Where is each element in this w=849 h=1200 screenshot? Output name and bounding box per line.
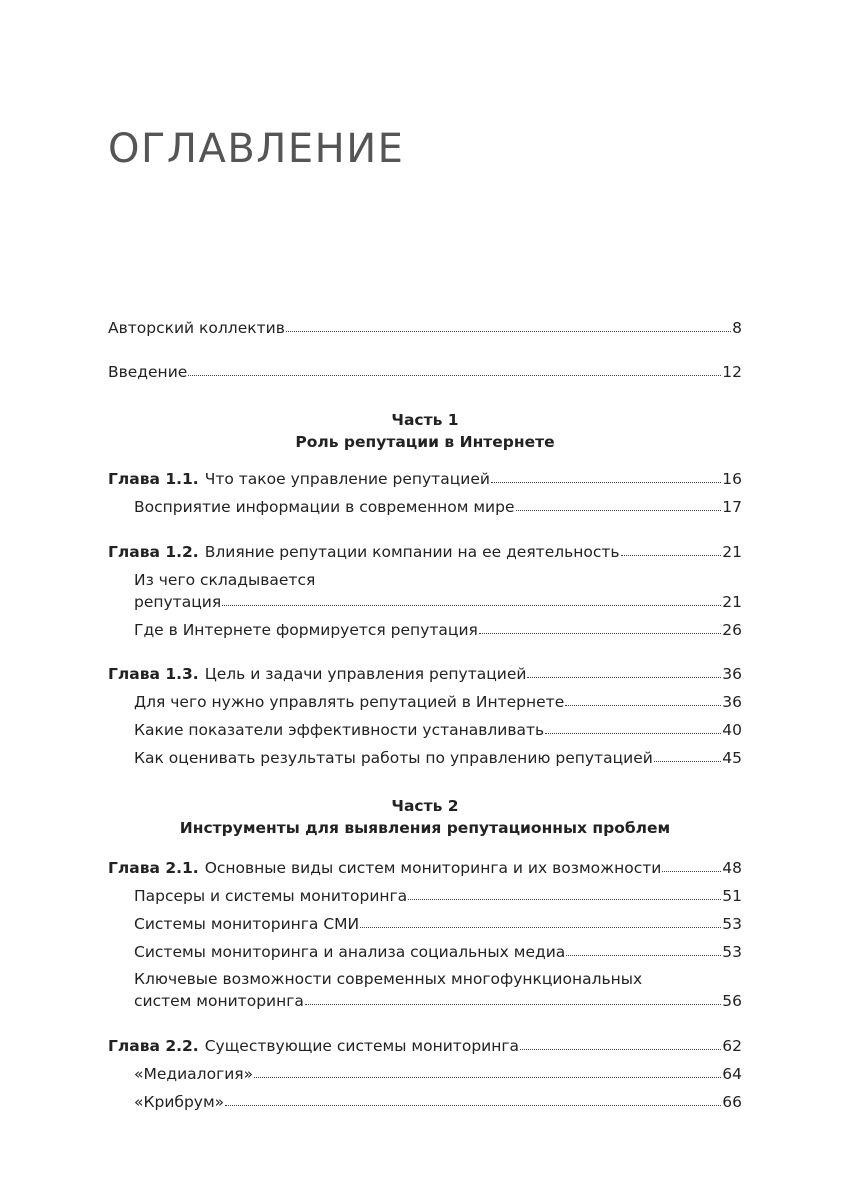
entry-page: 36 xyxy=(722,665,742,683)
entry-title: «Крибрум» xyxy=(134,1093,225,1111)
entry-page: 56 xyxy=(722,992,742,1010)
dot-leader xyxy=(566,943,721,957)
entry-page: 64 xyxy=(722,1065,742,1083)
toc-section[interactable] xyxy=(134,942,742,962)
toc-section[interactable] xyxy=(134,720,742,740)
entry-title: систем мониторинга xyxy=(134,992,304,1010)
entry-page: 17 xyxy=(722,498,742,516)
entry-title: «Медиалогия» xyxy=(134,1065,254,1083)
toc-section[interactable] xyxy=(134,497,742,517)
dot-leader xyxy=(527,665,721,679)
toc-section[interactable] xyxy=(134,748,742,768)
entry-page: 45 xyxy=(722,749,742,767)
entry-page: 53 xyxy=(722,915,742,933)
entry-title: Цель и задачи управления репутацией xyxy=(204,665,527,683)
part-1-title: Роль репутации в Интернете xyxy=(295,433,555,451)
toc-chapter-1-2[interactable] xyxy=(108,542,742,562)
entry-title: Где в Интернете формируется репутация xyxy=(134,621,478,639)
dot-leader xyxy=(545,721,721,735)
entry-page: 53 xyxy=(722,943,742,961)
entry-page: 40 xyxy=(722,721,742,739)
toc-section[interactable] xyxy=(134,620,742,640)
toc-chapter-2-2[interactable] xyxy=(108,1036,742,1056)
entry-title: Как оценивать результаты работы по управлению репутацией xyxy=(134,749,653,767)
entry-title: Восприятие информации в современном мире xyxy=(134,498,515,516)
toc-section[interactable] xyxy=(134,592,742,612)
entry-title: Введение xyxy=(108,363,188,381)
dot-leader xyxy=(565,693,721,707)
dot-leader xyxy=(479,621,721,635)
section-title-line-1: Из чего складывается xyxy=(134,571,316,589)
section-title-line-1: Ключевые возможности современных многофункциональных xyxy=(134,970,643,988)
toc-section[interactable] xyxy=(134,1064,742,1084)
entry-page: 8 xyxy=(732,319,742,337)
chapter-number: Глава 2.2. xyxy=(108,1037,199,1055)
dot-leader xyxy=(662,859,721,873)
toc-section[interactable] xyxy=(134,1092,742,1112)
entry-title: репутация xyxy=(134,593,222,611)
entry-page: 26 xyxy=(722,621,742,639)
dot-leader xyxy=(408,887,721,901)
entry-page: 16 xyxy=(722,470,742,488)
entry-page: 48 xyxy=(722,859,742,877)
dot-leader xyxy=(286,319,731,333)
entry-title: Для чего нужно управлять репутацией в Интернете xyxy=(134,693,565,711)
entry-page: 21 xyxy=(722,593,742,611)
entry-page: 36 xyxy=(722,693,742,711)
page-title: ОГЛАВЛЕНИЕ xyxy=(108,126,405,172)
dot-leader xyxy=(188,363,721,377)
entry-page: 66 xyxy=(722,1093,742,1111)
toc-chapter-1-3[interactable] xyxy=(108,664,742,684)
dot-leader xyxy=(305,992,721,1006)
part-2-label: Часть 2 xyxy=(391,797,459,815)
dot-leader xyxy=(516,498,722,512)
dot-leader xyxy=(222,593,721,607)
entry-title: Авторский коллектив xyxy=(108,319,285,337)
dot-leader xyxy=(654,749,721,763)
toc-section[interactable] xyxy=(134,886,742,906)
dot-leader xyxy=(360,915,721,929)
dot-leader xyxy=(491,470,721,484)
entry-title: Системы мониторинга и анализа социальных медиа xyxy=(134,943,566,961)
entry-page: 12 xyxy=(722,363,742,381)
entry-page: 62 xyxy=(722,1037,742,1055)
dot-leader xyxy=(254,1065,721,1079)
chapter-number: Глава 2.1. xyxy=(108,859,199,877)
entry-title: Парсеры и системы мониторинга xyxy=(134,887,408,905)
toc-section[interactable] xyxy=(134,914,742,934)
toc-chapter-2-1[interactable] xyxy=(108,858,742,878)
toc-chapter-1-1[interactable] xyxy=(108,469,742,489)
entry-title: Влияние репутации компании на ее деятельность xyxy=(204,543,620,561)
part-2-title: Инструменты для выявления репутационных проблем xyxy=(179,819,671,837)
toc-entry-authors[interactable] xyxy=(108,318,742,338)
part-1-label: Часть 1 xyxy=(391,411,459,429)
toc-section[interactable] xyxy=(134,991,742,1011)
entry-title: Системы мониторинга СМИ xyxy=(134,915,360,933)
dot-leader xyxy=(621,543,722,557)
entry-title: Существующие системы мониторинга xyxy=(204,1037,520,1055)
chapter-number: Глава 1.1. xyxy=(108,470,199,488)
chapter-number: Глава 1.2. xyxy=(108,543,199,561)
toc-section[interactable] xyxy=(134,692,742,712)
chapter-number: Глава 1.3. xyxy=(108,665,199,683)
entry-title: Какие показатели эффективности устанавливать xyxy=(134,721,545,739)
dot-leader xyxy=(520,1037,721,1051)
entry-page: 21 xyxy=(722,543,742,561)
toc-entry-introduction[interactable] xyxy=(108,362,742,382)
entry-page: 51 xyxy=(722,887,742,905)
dot-leader xyxy=(225,1093,721,1107)
entry-title: Что такое управление репутацией xyxy=(204,470,490,488)
entry-title: Основные виды систем мониторинга и их возможности xyxy=(204,859,662,877)
